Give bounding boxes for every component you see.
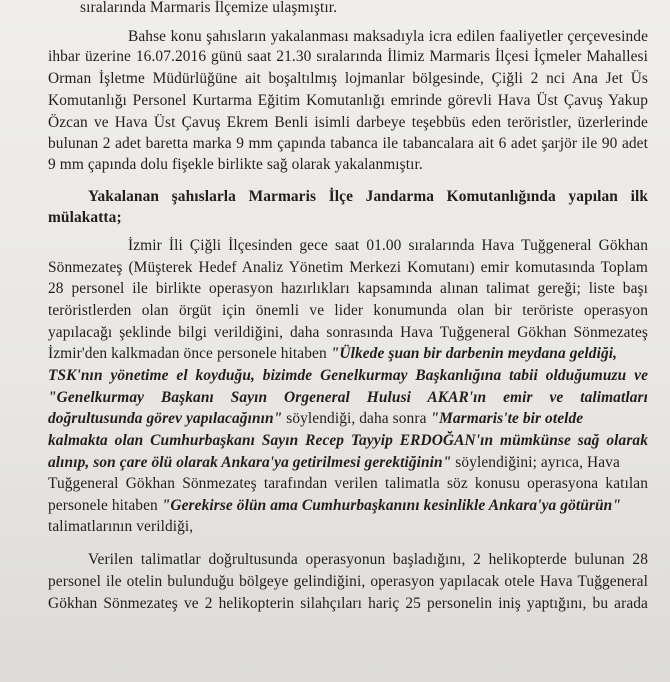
para2-line-14: talimatlarının verildiği, xyxy=(48,518,194,535)
para2-line-4: teröristlerden olan örgüt için önemli ve lider konumunda olan bir teröriste operasyon xyxy=(48,302,648,319)
para2-line-11-quote: alınıp, son çare ölü olarak Ankara'ya getirilmesi gerektiğinin" xyxy=(48,454,452,471)
para2-line-11 xyxy=(48,453,648,472)
para2-line-13-text: personele hitaben xyxy=(48,497,162,514)
para2-line-13-quote: "Gerekirse ölün ama Cumhurbaşkanını kesinlikle Ankara'ya götürün" xyxy=(161,497,621,514)
para2-line-9-text: söylendiği, daha sonra xyxy=(282,410,431,427)
para2-line-9 xyxy=(48,409,648,428)
para1-line-2: ihbar üzerine 16.07.2016 günü saat 21.30 sıralarında İlimiz Marmaris İlçesi İçmeler Mahallesi xyxy=(48,48,648,65)
para1-line-5: Özcan ve Hava Üst Çavuş Ekrem Benli isimli darbeye teşebbüs eden teröristler, üzerlerinde xyxy=(48,114,648,131)
interview-heading-line-1: Yakalanan şahıslarla Marmaris İlçe Jandarma Komutanlığında yapılan ilk xyxy=(88,188,648,205)
para2-line-1: İzmir İli Çiğli İlçesinden gece saat 01.00 sıralarında Hava Tuğgeneral Gökhan xyxy=(128,237,648,254)
para2-line-11-text: söylendiğini; ayrıca, Hava xyxy=(451,454,620,471)
para2-line-2: Sönmezateş (Müşterek Hedef Analiz Yönetim Merkezi Komutanı) emir komutasında Toplam xyxy=(48,259,648,276)
para3-line-2: personel ile otelin bulunduğu bölgeye gelindiğini, operasyon yapılacak otele Hava Tuğgeneral xyxy=(48,573,648,590)
para2-line-8: "Genelkurmay Başkanı Sayın Orgeneral Hulusi AKAR'ın emir ve talimatları xyxy=(48,389,648,406)
para1-line-3: Orman İşletme Müdürlüğüne ait boşaltılmış lojmanlar bölgesinde, Çiğli 2 nci Ana Jet Üs xyxy=(48,70,648,87)
para2-line-7: TSK'nın yönetime el koyduğu, bizimde Genelkurmay Başkanlığına tabii olduğumuzu ve xyxy=(48,367,648,384)
para2-line-9-quote-2: "Marmaris'te bir otelde xyxy=(430,410,584,427)
para3-line-3: Gökhan Sönmezateş ve 2 helikopterin silahçıları hariç 25 personelin iniş yaptığını, bu arada xyxy=(48,595,648,612)
para2-line-9-quote: doğrultusunda görev yapılacağının" xyxy=(48,410,283,427)
para1-line-6: bulunan 2 adet baretta marka 9 mm çapında tabanca ile tabancalara ait 6 adet şarjör ile 90 adet xyxy=(48,135,648,152)
interview-heading-line-2: mülakatta; xyxy=(48,209,122,226)
para2-line-3: 28 personel ile birlikte operasyon hazırlıkları kapsamında alınan talimat gereği; liste başı xyxy=(48,280,648,297)
para2-line-5: yapılacağı şeklinde bilgi verildiğini, daha sonrasında Hava Tuğgeneral Gökhan Sönmezateş xyxy=(48,324,648,341)
para1-line-1: Bahse konu şahısların yakalanması maksadıyla icra edilen faaliyetler çerçevesinde xyxy=(128,28,648,45)
para1-line-4: Komutanlığı Personel Kurtarma Eğitim Komutanlığı emrinde görevli Hava Üst Çavuş Yakup xyxy=(48,92,648,109)
para3-line-1: Verilen talimatlar doğrultusunda operasyonun başladığını, 2 helikopterde bulunan 28 xyxy=(88,551,648,568)
para1-line-7: 9 mm çapında dolu fişekle birlikte sağ olarak yakalanmıştır. xyxy=(48,156,423,173)
para2-line-6 xyxy=(48,344,648,363)
para2-line-10: kalmakta olan Cumhurbaşkanı Sayın Recep Tayyip ERDOĞAN'ın mümkünse sağ olarak xyxy=(48,432,648,449)
para2-line-6-text: İzmir'den kalkmadan önce personele hitaben xyxy=(48,345,331,362)
top-fragment-line: sıralarında Marmaris İlçemize ulaşmıştır. xyxy=(80,0,338,16)
para2-line-13 xyxy=(48,496,648,515)
para2-line-12: Tuğgeneral Gökhan Sönmezateş tarafından verilen talimatla söz konusu operasyona katılan xyxy=(48,475,648,492)
para2-line-6-quote: "Ülkede şuan bir darbenin meydana geldiği, xyxy=(330,345,618,362)
